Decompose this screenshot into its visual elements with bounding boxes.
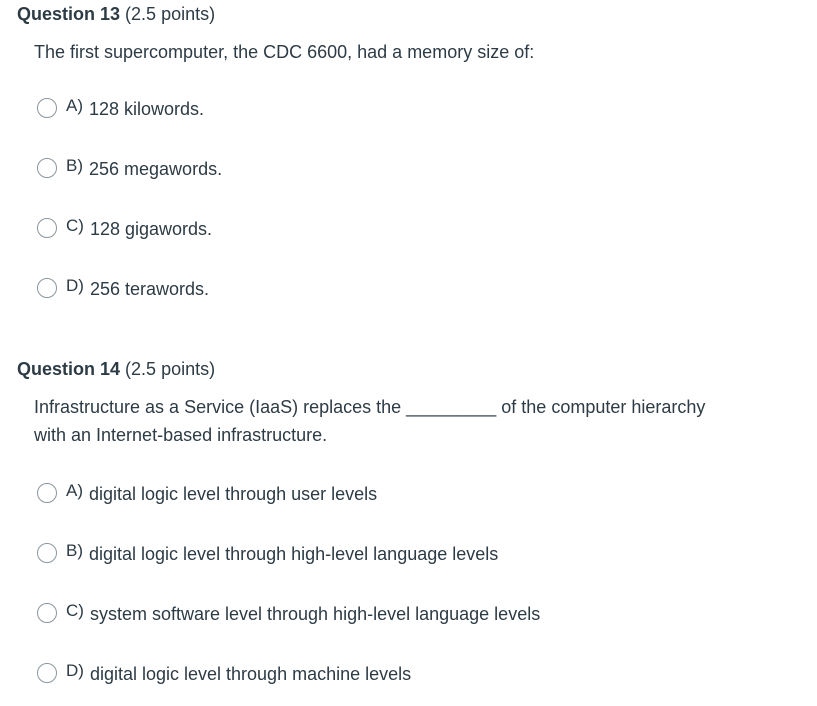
question-text-line [34,393,705,421]
question-points: (2.5 points) [125,4,216,24]
radio-button[interactable] [37,218,57,238]
question-text-before-blank: Infrastructure as a Service (IaaS) replaces the [34,397,407,417]
option-a[interactable] [37,480,377,506]
option-d[interactable] [37,660,411,686]
option-c[interactable] [37,215,212,241]
option-text: 128 kilowords. [89,98,205,119]
radio-button[interactable] [37,603,57,623]
option-b[interactable] [37,155,222,181]
option-letter: A) [66,481,83,500]
radio-button[interactable] [37,278,57,298]
option-text: digital logic level through user levels [89,483,378,504]
option-text: digital logic level through machine levels [89,663,412,684]
question-text [34,393,705,449]
option-b[interactable] [37,540,498,566]
radio-button[interactable] [37,98,57,118]
option-text: digital logic level through high-level language levels [89,543,499,564]
option-text: 256 terawords. [89,278,210,299]
option-text: 256 megawords. [89,158,223,179]
option-d[interactable] [37,275,209,301]
fill-in-blank: _________ [406,397,497,417]
question-title: Question 14 [17,359,121,379]
radio-button[interactable] [37,543,57,563]
option-c[interactable] [37,600,540,626]
radio-button[interactable] [37,663,57,683]
option-letter: C) [66,601,84,620]
option-letter: D) [66,276,84,295]
radio-button[interactable] [37,158,57,178]
option-text: system software level through high-level language levels [89,603,541,624]
question-text-line: with an Internet-based infrastructure. [34,425,328,445]
question-text [34,38,534,66]
option-a[interactable] [37,95,204,121]
question-title: Question 13 [17,4,121,24]
option-letter: B) [66,156,83,175]
option-letter: C) [66,216,84,235]
question-header [17,357,215,381]
question-header [17,2,215,26]
question-points: (2.5 points) [125,359,216,379]
radio-button[interactable] [37,483,57,503]
option-letter: B) [66,541,83,560]
option-letter: D) [66,661,84,680]
question-text-after-blank: of the computer hierarchy [496,397,706,417]
question-text-line: The first supercomputer, the CDC 6600, had a memory size of: [34,42,535,62]
option-letter: A) [66,96,83,115]
option-text: 128 gigawords. [89,218,213,239]
